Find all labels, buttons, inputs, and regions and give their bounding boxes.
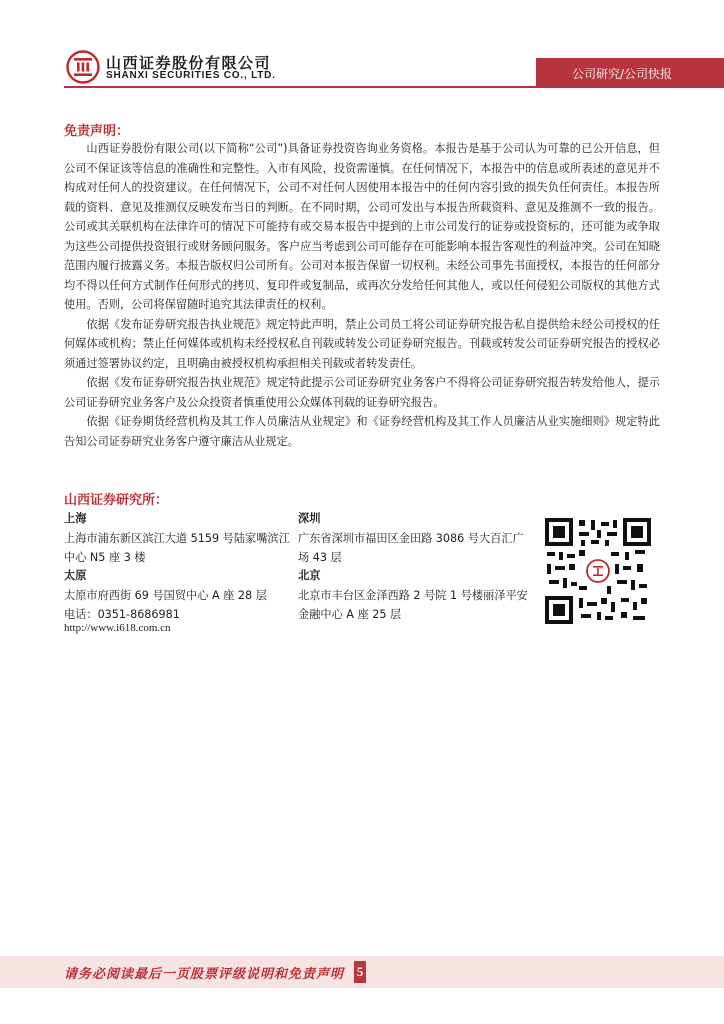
disclaimer-body xyxy=(64,139,660,451)
office-beijing xyxy=(298,566,528,625)
footer-notice: 请务必阅读最后一页股票评级说明和免责声明 xyxy=(64,967,345,982)
office-city: 北京 xyxy=(298,569,321,582)
page-header xyxy=(0,0,724,92)
disclaimer-paragraph: 依据《发布证券研究报告执业规范》规定特此提示公司证券研究业务客户不得将公司证券研究报告转发给他人，提示公司证券研究业务客户及公众投资者慎重使用公众媒体刊载的证券研究报告。 xyxy=(64,376,660,409)
report-category: 公司研究/公司快报 xyxy=(571,67,672,81)
office-city: 太原 xyxy=(64,569,87,582)
company-name-cn: 山西证券股份有限公司 xyxy=(106,54,272,72)
qr-code-icon xyxy=(545,518,651,624)
company-logo-icon xyxy=(66,50,100,84)
office-address: 太原市府西街 69 号国贸中心 A 座 28 层 xyxy=(64,588,267,602)
office-address: 广东省深圳市福田区金田路 3086 号大百汇广场 43 层 xyxy=(298,531,524,564)
office-taiyuan xyxy=(64,566,290,625)
institute-title: 山西证券研究所： xyxy=(64,493,169,508)
office-phone: 电话：0351-8686981 xyxy=(64,608,180,621)
disclaimer-title: 免责声明： xyxy=(64,124,130,139)
office-address: 北京市丰台区金泽西路 2 号院 1 号楼丽泽平安金融中心 A 座 25 层 xyxy=(298,588,528,621)
office-city: 深圳 xyxy=(298,512,321,525)
office-city: 上海 xyxy=(64,512,87,525)
office-address: 上海市浦东新区滨江大道 5159 号陆家嘴滨江中心 N5 座 3 楼 xyxy=(64,531,290,564)
office-shanghai xyxy=(64,509,290,568)
disclaimer-paragraph: 山西证券股份有限公司(以下简称“公司”)具备证券投资咨询业务资格。本报告是基于公司认为可靠的已公开信息，但公司不保证该等信息的准确性和完整性。入市有风险，投资需谨慎。在任何情况下，本报告中的信息或所表述的意见并不构成对任何人的投资建议。在任何情况下，公司不对任何人因使用本报告中的任何内容引致的损失负任何责任。本报告所载的资料、意见及推测仅反映发布当日的判断。在不同时期，公司可发出与本报告所载资料、意见及推测不一致的报告。公司或其关联机构在法律许可的情况下可能持有或交易本报告中提到的上市公司发行的证券或投资标的，还可能为或争取为这些公司提供投资银行或财务顾问服务。客户应当考虑到公司可能存在可能影响本报告客观性的利益冲突。公司在知晓范围内履行披露义务。本报告版权归公司所有。公司对本报告保留一切权利。未经公司事先书面授权，本报告的任何部分均不得以任何方式制作任何形式的拷贝、复印件或复制品，或再次分发给任何其他人，或以任何侵犯公司版权的其他方式使用。否则，公司将保留随时追究其法律责任的权利。 xyxy=(64,142,660,311)
disclaimer-paragraph: 依据《证券期货经营机构及其工作人员廉洁从业规定》和《证券经营机构及其工作人员廉洁从业实施细则》规定特此告知公司证券研究业务客户遵守廉洁从业规定。 xyxy=(64,415,660,448)
disclaimer-paragraph: 依据《发布证券研究报告执业规范》规定特此声明，禁止公司员工将公司证券研究报告私自提供给未经公司授权的任何媒体或机构；禁止任何媒体或机构未经授权私自刊载或转发公司证券研究报告。刊载或转发公司证券研究报告的授权必须通过签署协议约定，且明确由被授权机构承担相关刊载或者转发责任。 xyxy=(64,317,660,370)
company-name-en: SHANXI SECURITIES CO., LTD. xyxy=(106,70,276,81)
website-link[interactable]: http://www.i618.com.cn xyxy=(64,622,171,634)
header-divider xyxy=(64,86,724,88)
page-number: 5 xyxy=(354,961,366,983)
office-shenzhen xyxy=(298,509,528,568)
